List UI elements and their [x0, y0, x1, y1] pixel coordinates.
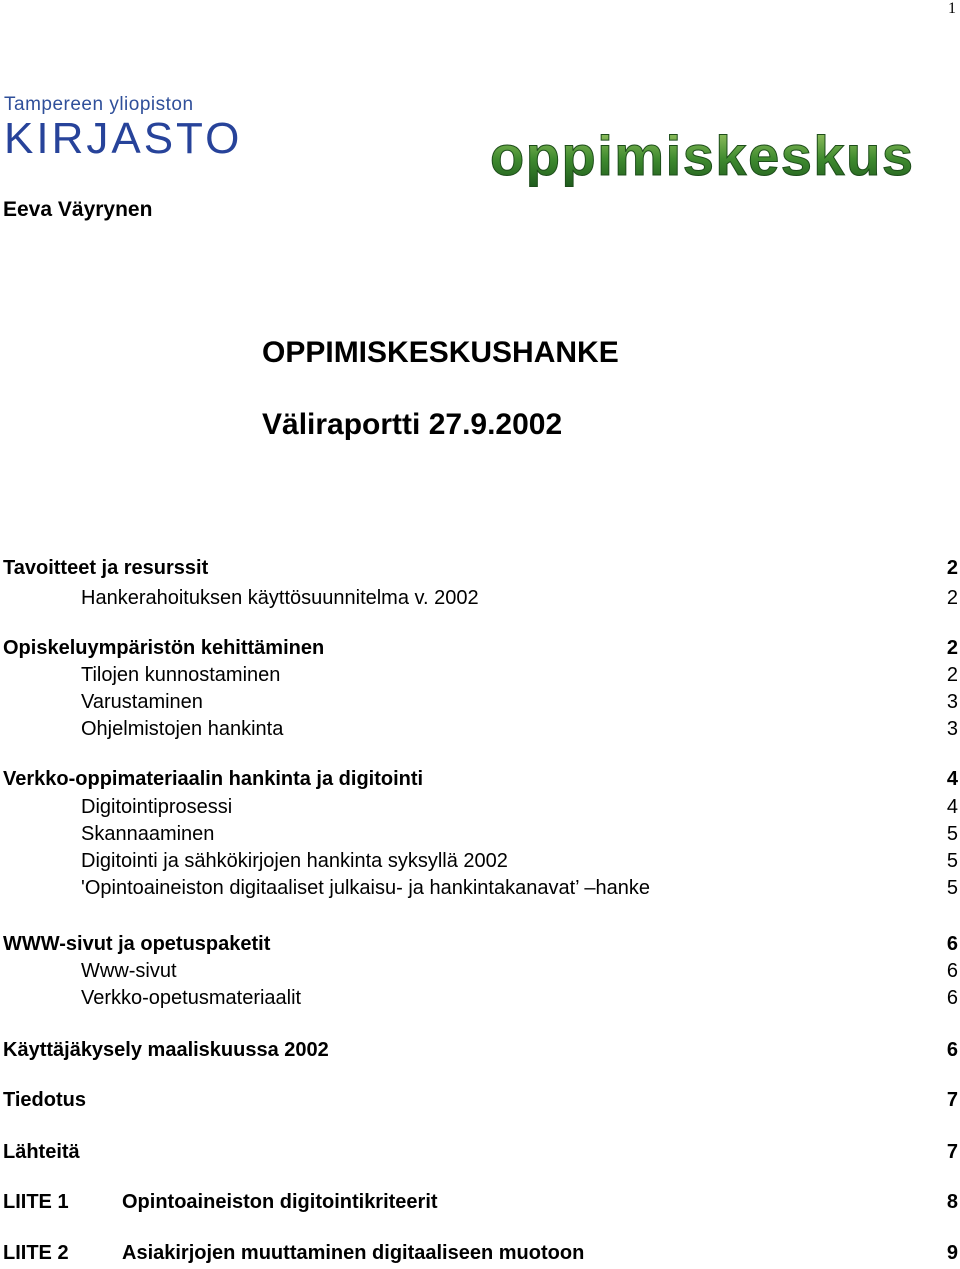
toc-entry-page: 9	[946, 1242, 958, 1264]
toc-entry-title: Verkko-oppimateriaalin hankinta ja digitointi	[3, 768, 424, 790]
toc-entry	[0, 932, 960, 956]
page-title: OPPIMISKESKUSHANKE	[262, 336, 619, 369]
toc-entry-title: Hankerahoituksen käyttösuunnitelma v. 2002	[81, 587, 479, 609]
toc-entry	[0, 1088, 960, 1112]
toc-entry	[0, 822, 960, 846]
toc-entry-page: 3	[946, 691, 958, 713]
toc-entry-title: Verkko-opetusmateriaalit	[81, 987, 302, 1009]
toc-entry	[0, 556, 960, 580]
toc-entry-page: 7	[946, 1141, 958, 1163]
learning-center-logo	[488, 125, 918, 195]
toc-entry	[0, 1140, 960, 1164]
toc-entry-title: Tiedotus	[3, 1089, 86, 1111]
toc-entry	[0, 959, 960, 983]
toc-entry	[0, 849, 960, 873]
toc-entry-title: Tilojen kunnostaminen	[81, 664, 281, 686]
toc-entry-page: 6	[946, 987, 958, 1009]
toc-entry-title: Tavoitteet ja resurssit	[3, 557, 209, 579]
toc-entry-title: Www-sivut	[81, 960, 177, 982]
toc-entry	[0, 636, 960, 660]
toc-entry	[0, 795, 960, 819]
toc-entry-page: 4	[946, 768, 958, 790]
toc-entry-page: 5	[946, 823, 958, 845]
toc-entry	[0, 663, 960, 687]
toc-entry-page: 2	[946, 664, 958, 686]
toc-entry	[0, 586, 960, 610]
toc-entry	[0, 876, 960, 900]
toc-entry	[0, 1038, 960, 1062]
toc-entry-title: Opintoaineiston digitointikriteerit	[122, 1191, 438, 1213]
appendix-label: LIITE 2	[3, 1242, 69, 1264]
toc-entry-page: 3	[946, 718, 958, 740]
library-logo-line2: KIRJASTO	[4, 114, 243, 163]
toc-entry-title: Digitointi ja sähkökirjojen hankinta syksyllä 2002	[81, 850, 508, 872]
toc-entry-title: Skannaaminen	[81, 823, 215, 845]
toc-entry	[0, 1190, 960, 1214]
library-logo-line1: Tampereen yliopiston	[4, 94, 194, 115]
toc-entry	[0, 1241, 960, 1265]
toc-entry-title: Lähteitä	[3, 1141, 80, 1163]
toc-entry-page: 7	[946, 1089, 958, 1111]
toc-entry	[0, 767, 960, 791]
toc-entry-page: 2	[946, 557, 958, 579]
toc-entry-title: Digitointiprosessi	[81, 796, 233, 818]
toc-entry-page: 5	[946, 850, 958, 872]
toc-entry-page: 6	[946, 960, 958, 982]
toc-entry-title: WWW-sivut ja opetuspaketit	[3, 933, 271, 955]
toc-entry	[0, 717, 960, 741]
toc-entry-title: 'Opintoaineiston digitaaliset julkaisu- ja hankintakanavat’ –hanke	[81, 877, 650, 899]
toc-entry-page: 6	[946, 933, 958, 955]
toc-entry-title: Varustaminen	[81, 691, 203, 713]
author: Eeva Väyrynen	[3, 198, 153, 221]
toc-entry-title: Opiskeluympäristön kehittäminen	[3, 637, 325, 659]
toc-entry-page: 2	[946, 637, 958, 659]
library-logo	[4, 94, 243, 163]
toc-entry-title: Asiakirjojen muuttaminen digitaaliseen muotoon	[122, 1242, 585, 1264]
toc-entry-page: 5	[946, 877, 958, 899]
report-subtitle: Väliraportti 27.9.2002	[262, 408, 563, 441]
page-number: 1	[948, 0, 956, 17]
toc-entry-page: 4	[946, 796, 958, 818]
learning-center-logo-text: oppimiskeskus	[490, 125, 914, 187]
toc-entry-page: 8	[946, 1191, 958, 1213]
toc-entry	[0, 986, 960, 1010]
toc-entry-title: Käyttäjäkysely maaliskuussa 2002	[3, 1039, 329, 1061]
toc-entry	[0, 690, 960, 714]
toc-entry-page: 2	[946, 587, 958, 609]
toc-entry-page: 6	[946, 1039, 958, 1061]
toc-entry-title: Ohjelmistojen hankinta	[81, 718, 284, 740]
appendix-label: LIITE 1	[3, 1191, 69, 1213]
